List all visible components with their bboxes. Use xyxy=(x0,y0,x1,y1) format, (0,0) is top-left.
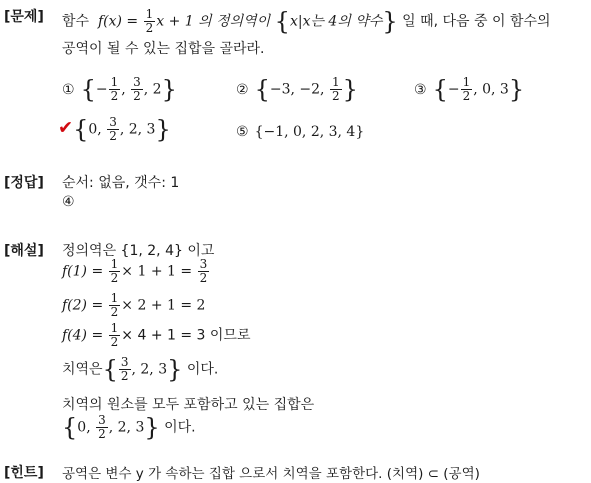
problem-line-1: 함수 f(x) = $\frac{1}{2}$ x + 1 의 정의역이 {x|x는 4의 약수} 일 때, 다음 중 이 함수의 xyxy=(62,7,551,36)
function-lhs: f(x) = xyxy=(97,13,143,30)
function-rhs: x + 1 의 정의역이 xyxy=(156,13,271,30)
solution-set: {0, $\frac{3}{2}$ , 2, 3} 이다. xyxy=(62,413,196,442)
problem-text-tail: 일 때, 다음 중 이 함수의 xyxy=(402,13,551,30)
answer-line-2: ④ xyxy=(62,194,75,210)
checkmark-icon: ✔ xyxy=(58,117,74,139)
option-1[interactable]: ① {− $\frac{1}{2}$ , $\frac{3}{2}$ , 2} xyxy=(62,75,177,104)
solution-range: 치역은{ $\frac{3}{2}$ , 2, 3} 이다. xyxy=(62,355,219,384)
solution-line-1: 정의역은 {1, 2, 4} 이고 xyxy=(62,243,215,259)
option-5[interactable]: ⑤ {−1, 0, 2, 3, 4} xyxy=(236,124,365,140)
domain-set: x|x는 4의 약수 xyxy=(289,13,383,30)
hint-label: [힌트] xyxy=(4,465,44,481)
solution-f4: f(4) = $\frac{1}{2}$ × 4 + 1 = 3 이므로 xyxy=(62,321,251,349)
problem-line-2: 공역이 될 수 있는 집합을 골라라. xyxy=(62,41,265,57)
problem-text: 함수 xyxy=(62,13,90,30)
option-4[interactable]: ✔{0, $\frac{3}{2}$ , 2, 3} xyxy=(58,115,171,144)
hint-text: 공역은 변수 y 가 속하는 집합 으로서 치역을 포함한다. (치역) ⊂ (공역) xyxy=(62,466,480,482)
fraction: $\frac{1}{2}$ xyxy=(145,7,154,35)
problem-label: [문제] xyxy=(4,9,44,25)
answer-line-1: 순서: 없음, 갯수: 1 xyxy=(62,175,180,191)
solution-f1: f(1) = $\frac{1}{2}$ × 1 + 1 = $\frac{3}{2}$ xyxy=(62,257,208,285)
answer-label: [정답] xyxy=(4,175,44,191)
option-2[interactable]: ② {−3, −2, $\frac{1}{2}$ } xyxy=(236,75,358,104)
solution-line-6: 치역의 원소를 모두 포함하고 있는 집합은 xyxy=(62,397,315,413)
solution-label: [해설] xyxy=(4,243,44,259)
option-3[interactable]: ③ {− $\frac{1}{2}$ , 0, 3} xyxy=(414,75,525,104)
solution-f2: f(2) = $\frac{1}{2}$ × 2 + 1 = 2 xyxy=(62,291,206,319)
